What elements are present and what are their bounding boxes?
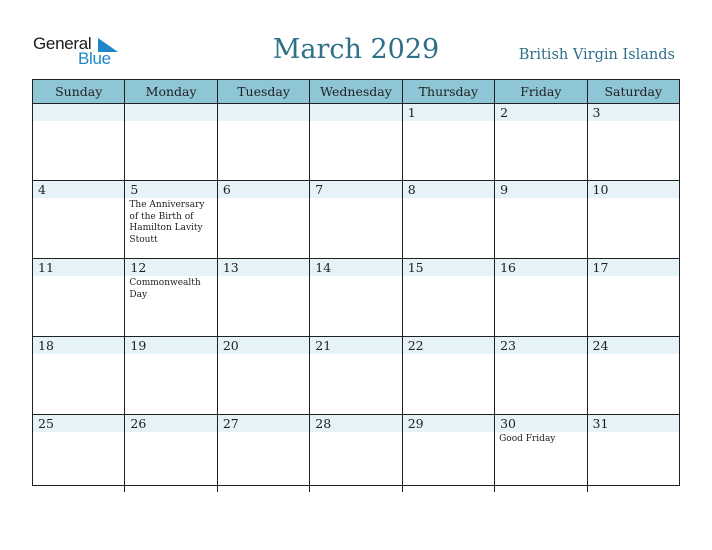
day-header-band [495,104,586,121]
day-cell[interactable] [402,181,494,258]
day-cell[interactable] [33,181,124,258]
weekday-saturday: Saturday [587,80,679,103]
day-number: 17 [592,260,609,275]
day-number: 9 [500,182,509,197]
weekday-thursday: Thursday [402,80,494,103]
day-cell[interactable] [124,104,216,180]
day-header-band [588,104,679,121]
day-number: 14 [315,260,332,275]
day-cell[interactable] [494,259,586,336]
day-cell[interactable] [124,259,216,336]
holiday-label: The Anniversary of the Birth of Hamilton Lavity Stoutt [129,200,205,245]
day-cell[interactable] [402,104,494,180]
day-number: 19 [130,338,147,353]
weekday-sunday: Sunday [55,84,103,99]
day-header-band [403,104,494,121]
logo-text-general: General [33,34,92,53]
day-number: 31 [592,416,609,431]
week-row [33,336,679,414]
day-header-band [495,181,586,198]
day-number: 18 [38,338,54,353]
day-cell[interactable] [217,337,309,414]
day-header-band [125,104,216,121]
weekday-wednesday: Wednesday [309,80,401,103]
calendar-grid [32,79,680,486]
weekday-header [33,80,679,104]
day-cell[interactable] [124,337,216,414]
day-number: 26 [130,416,147,431]
weekday-friday: Friday [494,80,586,103]
day-header-band [125,181,216,198]
month-title: March 2029 [272,34,440,65]
day-cell[interactable] [494,104,586,180]
day-number: 15 [407,260,424,275]
day-header-band [218,104,309,121]
day-cell[interactable] [309,181,401,258]
day-header-band [218,181,309,198]
day-number: 25 [38,416,54,431]
day-number: 21 [315,338,332,353]
day-cell[interactable] [309,259,401,336]
region-name: British Virgin Islands [518,47,675,63]
day-number: 12 [130,260,147,275]
day-cell[interactable] [587,415,679,492]
day-cell[interactable] [402,337,494,414]
day-number: 16 [500,260,517,275]
day-number: 7 [315,182,324,197]
weeks-container [33,104,679,492]
day-cell[interactable] [402,259,494,336]
day-number: 11 [38,260,54,275]
day-cell[interactable] [33,259,124,336]
day-number: 5 [130,182,139,197]
day-number: 29 [407,416,424,431]
day-cell[interactable] [309,415,401,492]
weekday-monday: Monday [124,80,216,103]
day-cell[interactable] [33,415,124,492]
logo-text-blue: Blue [78,49,111,68]
week-row [33,258,679,336]
day-cell[interactable] [217,259,309,336]
day-number: 24 [592,338,609,353]
day-cell[interactable] [217,415,309,492]
day-cell[interactable] [587,104,679,180]
day-cell[interactable] [494,181,586,258]
day-number: 23 [500,338,517,353]
day-number: 2 [500,105,509,120]
day-cell[interactable] [124,181,216,258]
day-number: 4 [38,182,46,197]
day-cell[interactable] [494,337,586,414]
day-header-band [33,181,124,198]
day-header-band [33,104,124,121]
day-number: 6 [222,182,231,197]
holiday-label: Good Friday [499,434,556,444]
day-number: 1 [407,105,416,120]
holiday-label: Commonwealth Day [129,278,201,300]
day-cell[interactable] [124,415,216,492]
day-number: 10 [592,182,609,197]
week-row [33,180,679,258]
day-cell[interactable] [402,415,494,492]
day-number: 30 [500,416,517,431]
day-number: 22 [407,338,424,353]
day-cell[interactable] [309,337,401,414]
day-cell[interactable] [494,415,586,492]
day-cell[interactable] [309,104,401,180]
day-cell[interactable] [217,104,309,180]
day-number: 20 [222,338,239,353]
week-row [33,414,679,492]
day-header-band [310,104,401,121]
weekday-tuesday: Tuesday [217,80,309,103]
day-cell[interactable] [587,259,679,336]
day-header-band [310,181,401,198]
day-number: 28 [315,416,332,431]
day-cell[interactable] [217,181,309,258]
day-number: 3 [592,105,601,120]
day-cell[interactable] [587,337,679,414]
day-cell[interactable] [587,181,679,258]
day-header-band [403,181,494,198]
day-number: 13 [222,260,239,275]
day-cell[interactable] [33,104,124,180]
day-cell[interactable] [33,337,124,414]
day-number: 27 [222,416,239,431]
day-number: 8 [407,182,416,197]
week-row [33,104,679,180]
